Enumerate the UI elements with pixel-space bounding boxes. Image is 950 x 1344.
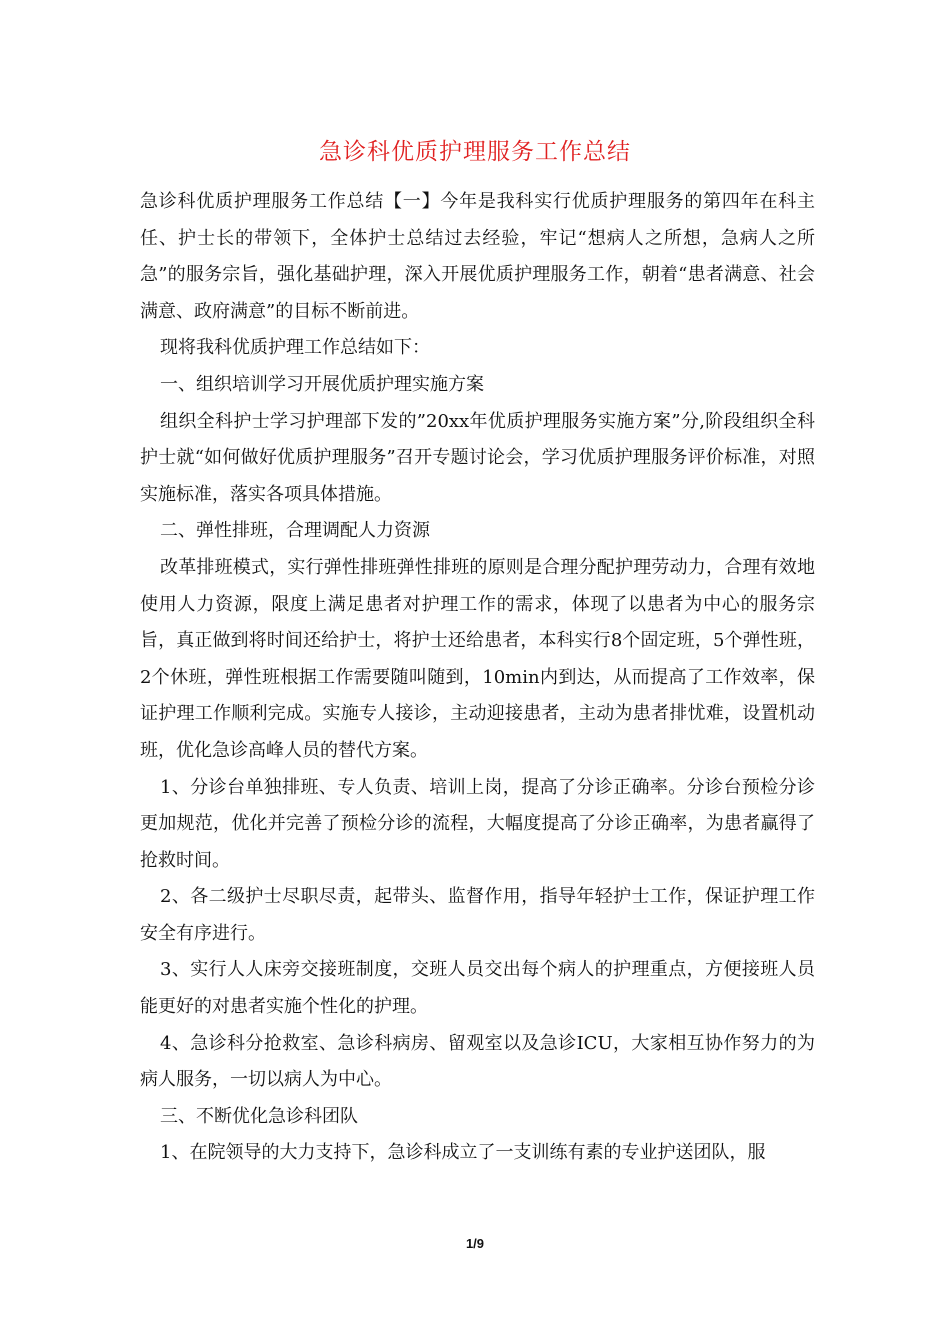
section-heading-3: 三、不断优化急诊科团队	[160, 1105, 358, 1127]
list-item-2: 2、各二级护士尽职尽责，起带头、监督作用，指导年轻护士工作，保证护理工作安全有序进行。	[140, 886, 815, 944]
section-heading-1: 一、组织培训学习开展优质护理实施方案	[160, 373, 484, 395]
list-item-team-1: 1、在院领导的大力支持下，急诊科成立了一支训练有素的专业护送团队，服	[160, 1142, 766, 1164]
list-item-3: 3、实行人人床旁交接班制度，交班人员交出每个病人的护理重点，方便接班人员能更好的对患者实施个性化的护理。	[140, 959, 815, 1018]
list-item-4: 4、急诊科分抢救室、急诊科病房、留观室以及急诊ICU，大家相互协作努力的为病人服务，一切以病人为中心。	[140, 1032, 815, 1091]
paragraph-summary-lead: 现将我科优质护理工作总结如下：	[160, 337, 430, 359]
document-body	[140, 184, 815, 1172]
list-item-1: 1、分诊台单独排班、专人负责、培训上岗，提高了分诊正确率。分诊台预检分诊更加规范，优化并完善了预检分诊的流程，大幅度提高了分诊正确率，为患者赢得了抢救时间。	[140, 776, 815, 871]
paragraph-training: 组织全科护士学习护理部下发的”20xx年优质护理服务实施方案”分,阶段组织全科护士就“如何做好优质护理服务”召开专题讨论会，学习优质护理服务评价标准，对照实施标准，落实各项具体措施。	[140, 410, 815, 505]
section-heading-2: 二、弹性排班，合理调配人力资源	[160, 520, 430, 542]
page-number: 1/9	[465, 1236, 485, 1251]
document-title: 急诊科优质护理服务工作总结	[319, 139, 631, 165]
paragraph-scheduling: 改革排班模式，实行弹性排班弹性排班的原则是合理分配护理劳动力，合理有效地使用人力资源，限度上满足患者对护理工作的需求，体现了以患者为中心的服务宗旨，真正做到将时间还给护士，将护士还给患者，本科实行8个固定班，5个弹性班，2个休班，弹性班根据工作需要随叫随到，10min内到达，从而提高了工作效率，保证护理工作顺利完成。实施专人接诊，主动迎接患者，主动为患者排忧难，设置机动班，优化急诊高峰人员的替代方案。	[140, 556, 815, 761]
paragraph-intro: 急诊科优质护理服务工作总结【一】今年是我科实行优质护理服务的第四年在科主任、护士长的带领下，全体护士总结过去经验，牢记“想病人之所想，急病人之所急”的服务宗旨，强化基础护理，深入开展优质护理服务工作，朝着“患者满意、社会满意、政府满意”的目标不断前进。	[140, 191, 815, 322]
